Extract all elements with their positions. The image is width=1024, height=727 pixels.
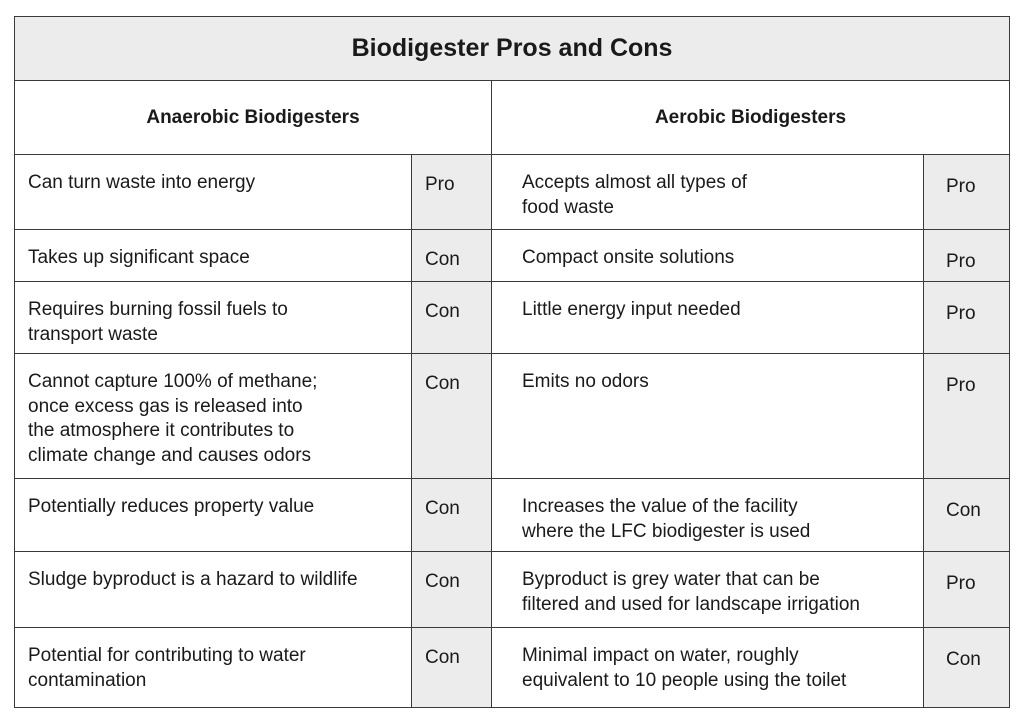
table-row bbox=[15, 155, 1010, 230]
anaerobic-rating: Con bbox=[412, 552, 492, 628]
aerobic-item: Increases the value of the facility where the LFC biodigester is used bbox=[492, 479, 924, 552]
anaerobic-item: Sludge byproduct is a hazard to wildlife bbox=[15, 552, 412, 628]
anaerobic-rating: Con bbox=[412, 230, 492, 282]
aerobic-item: Byproduct is grey water that can be filtered and used for landscape irrigation bbox=[492, 552, 924, 628]
aerobic-item: Compact onsite solutions bbox=[492, 230, 924, 282]
anaerobic-rating: Con bbox=[412, 479, 492, 552]
aerobic-rating: Pro bbox=[924, 354, 1010, 479]
aerobic-item: Little energy input needed bbox=[492, 282, 924, 354]
anaerobic-rating: Con bbox=[412, 628, 492, 708]
anaerobic-item: Requires burning fossil fuels to transport waste bbox=[15, 282, 412, 354]
column-header-aerobic: Aerobic Biodigesters bbox=[492, 81, 1010, 155]
aerobic-rating: Con bbox=[924, 628, 1010, 708]
anaerobic-item: Takes up significant space bbox=[15, 230, 412, 282]
table-row bbox=[15, 354, 1010, 479]
table-row bbox=[15, 552, 1010, 628]
anaerobic-item: Can turn waste into energy bbox=[15, 155, 412, 230]
column-header-row bbox=[15, 81, 1010, 155]
column-header-anaerobic: Anaerobic Biodigesters bbox=[15, 81, 492, 155]
table-row bbox=[15, 230, 1010, 282]
aerobic-rating: Pro bbox=[924, 282, 1010, 354]
aerobic-item: Emits no odors bbox=[492, 354, 924, 479]
aerobic-item: Accepts almost all types of food waste bbox=[492, 155, 924, 230]
aerobic-rating: Pro bbox=[924, 155, 1010, 230]
aerobic-rating: Con bbox=[924, 479, 1010, 552]
anaerobic-rating: Con bbox=[412, 282, 492, 354]
aerobic-item: Minimal impact on water, roughly equivalent to 10 people using the toilet bbox=[492, 628, 924, 708]
aerobic-rating: Pro bbox=[924, 552, 1010, 628]
table-title: Biodigester Pros and Cons bbox=[15, 17, 1010, 81]
aerobic-rating: Pro bbox=[924, 230, 1010, 282]
anaerobic-item: Cannot capture 100% of methane; once excess gas is released into the atmosphere it contributes to climate change and causes odors bbox=[15, 354, 412, 479]
pros-cons-table bbox=[14, 16, 1010, 708]
anaerobic-item: Potentially reduces property value bbox=[15, 479, 412, 552]
table-row bbox=[15, 628, 1010, 708]
anaerobic-item: Potential for contributing to water contamination bbox=[15, 628, 412, 708]
table-row bbox=[15, 282, 1010, 354]
title-row bbox=[15, 17, 1010, 81]
anaerobic-rating: Con bbox=[412, 354, 492, 479]
table-row bbox=[15, 479, 1010, 552]
anaerobic-rating: Pro bbox=[412, 155, 492, 230]
